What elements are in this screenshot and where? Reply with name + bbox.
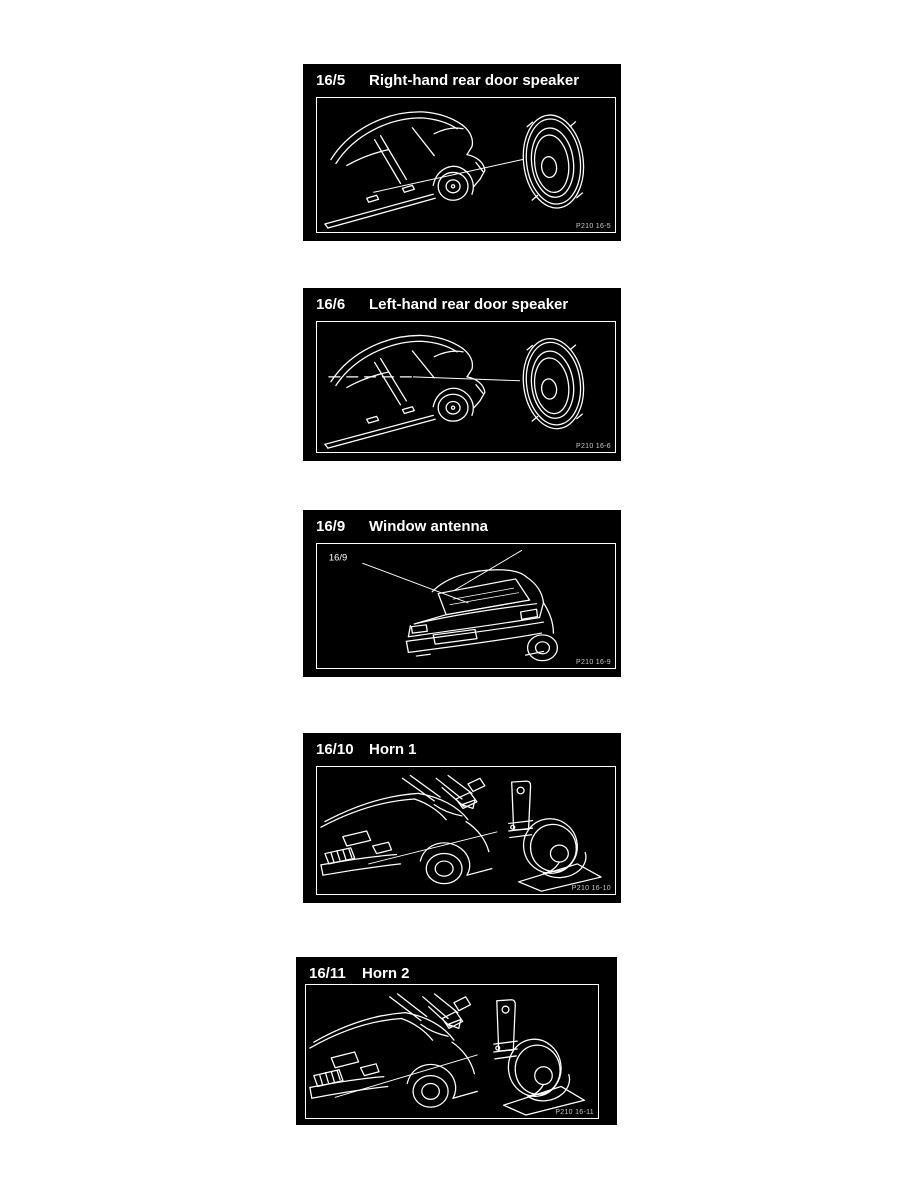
figure-ref: 16/5 — [316, 72, 346, 89]
figure-title: Left-hand rear door speaker — [369, 296, 569, 313]
figure-ref: 16/10 — [316, 741, 354, 758]
figure-panel-horn-2 — [296, 957, 617, 1125]
figure-panel-horn-1 — [303, 733, 621, 903]
speaker-drawing — [518, 112, 589, 212]
car-rear-body-drawing — [325, 335, 485, 448]
figure-code: P210 16-10 — [571, 885, 611, 892]
car-rear-body-drawing — [325, 112, 485, 228]
car-rear-speaker-illustration — [317, 322, 615, 452]
figure-header — [316, 740, 615, 760]
figure-header — [309, 964, 611, 984]
figure-ref: 16/11 — [309, 965, 346, 982]
figure-frame — [316, 321, 616, 453]
figure-title: Right-hand rear door speaker — [369, 72, 580, 89]
leader-line — [413, 377, 519, 381]
car-front-horn-illustration — [306, 985, 598, 1118]
leader-line — [363, 563, 468, 602]
figure-header — [316, 71, 615, 91]
car-rear-full-drawing — [406, 570, 557, 661]
callout-label: 16/9 — [328, 552, 348, 563]
figure-frame — [316, 97, 616, 233]
figure-code: P210 16-5 — [575, 223, 611, 230]
figure-code: P210 16-9 — [575, 659, 611, 666]
car-front-horn-illustration — [317, 767, 615, 894]
car-rear-speaker-illustration — [317, 98, 615, 232]
horn-drawing — [509, 781, 601, 891]
car-front-body-drawing — [321, 775, 492, 883]
car-front-body-drawing — [310, 994, 477, 1107]
figure-code: P210 16-11 — [555, 1109, 594, 1116]
figure-ref: 16/9 — [316, 518, 346, 535]
car-rear-view-illustration — [317, 544, 615, 668]
horn-drawing — [494, 1000, 585, 1115]
figure-frame — [305, 984, 599, 1119]
leader-line — [369, 832, 497, 864]
figure-code: P210 16-6 — [575, 443, 611, 450]
speaker-drawing — [518, 335, 589, 432]
figure-header — [316, 517, 615, 537]
figure-frame — [316, 543, 616, 669]
figure-title: Horn 2 — [362, 965, 410, 982]
figure-title: Window antenna — [369, 518, 489, 535]
figure-frame — [316, 766, 616, 895]
figure-panel-right-rear-speaker — [303, 64, 621, 241]
figure-panel-window-antenna — [303, 510, 621, 677]
figure-header — [316, 295, 615, 315]
figure-panel-left-rear-speaker — [303, 288, 621, 461]
figure-ref: 16/6 — [316, 296, 346, 313]
figure-title: Horn 1 — [369, 741, 417, 758]
